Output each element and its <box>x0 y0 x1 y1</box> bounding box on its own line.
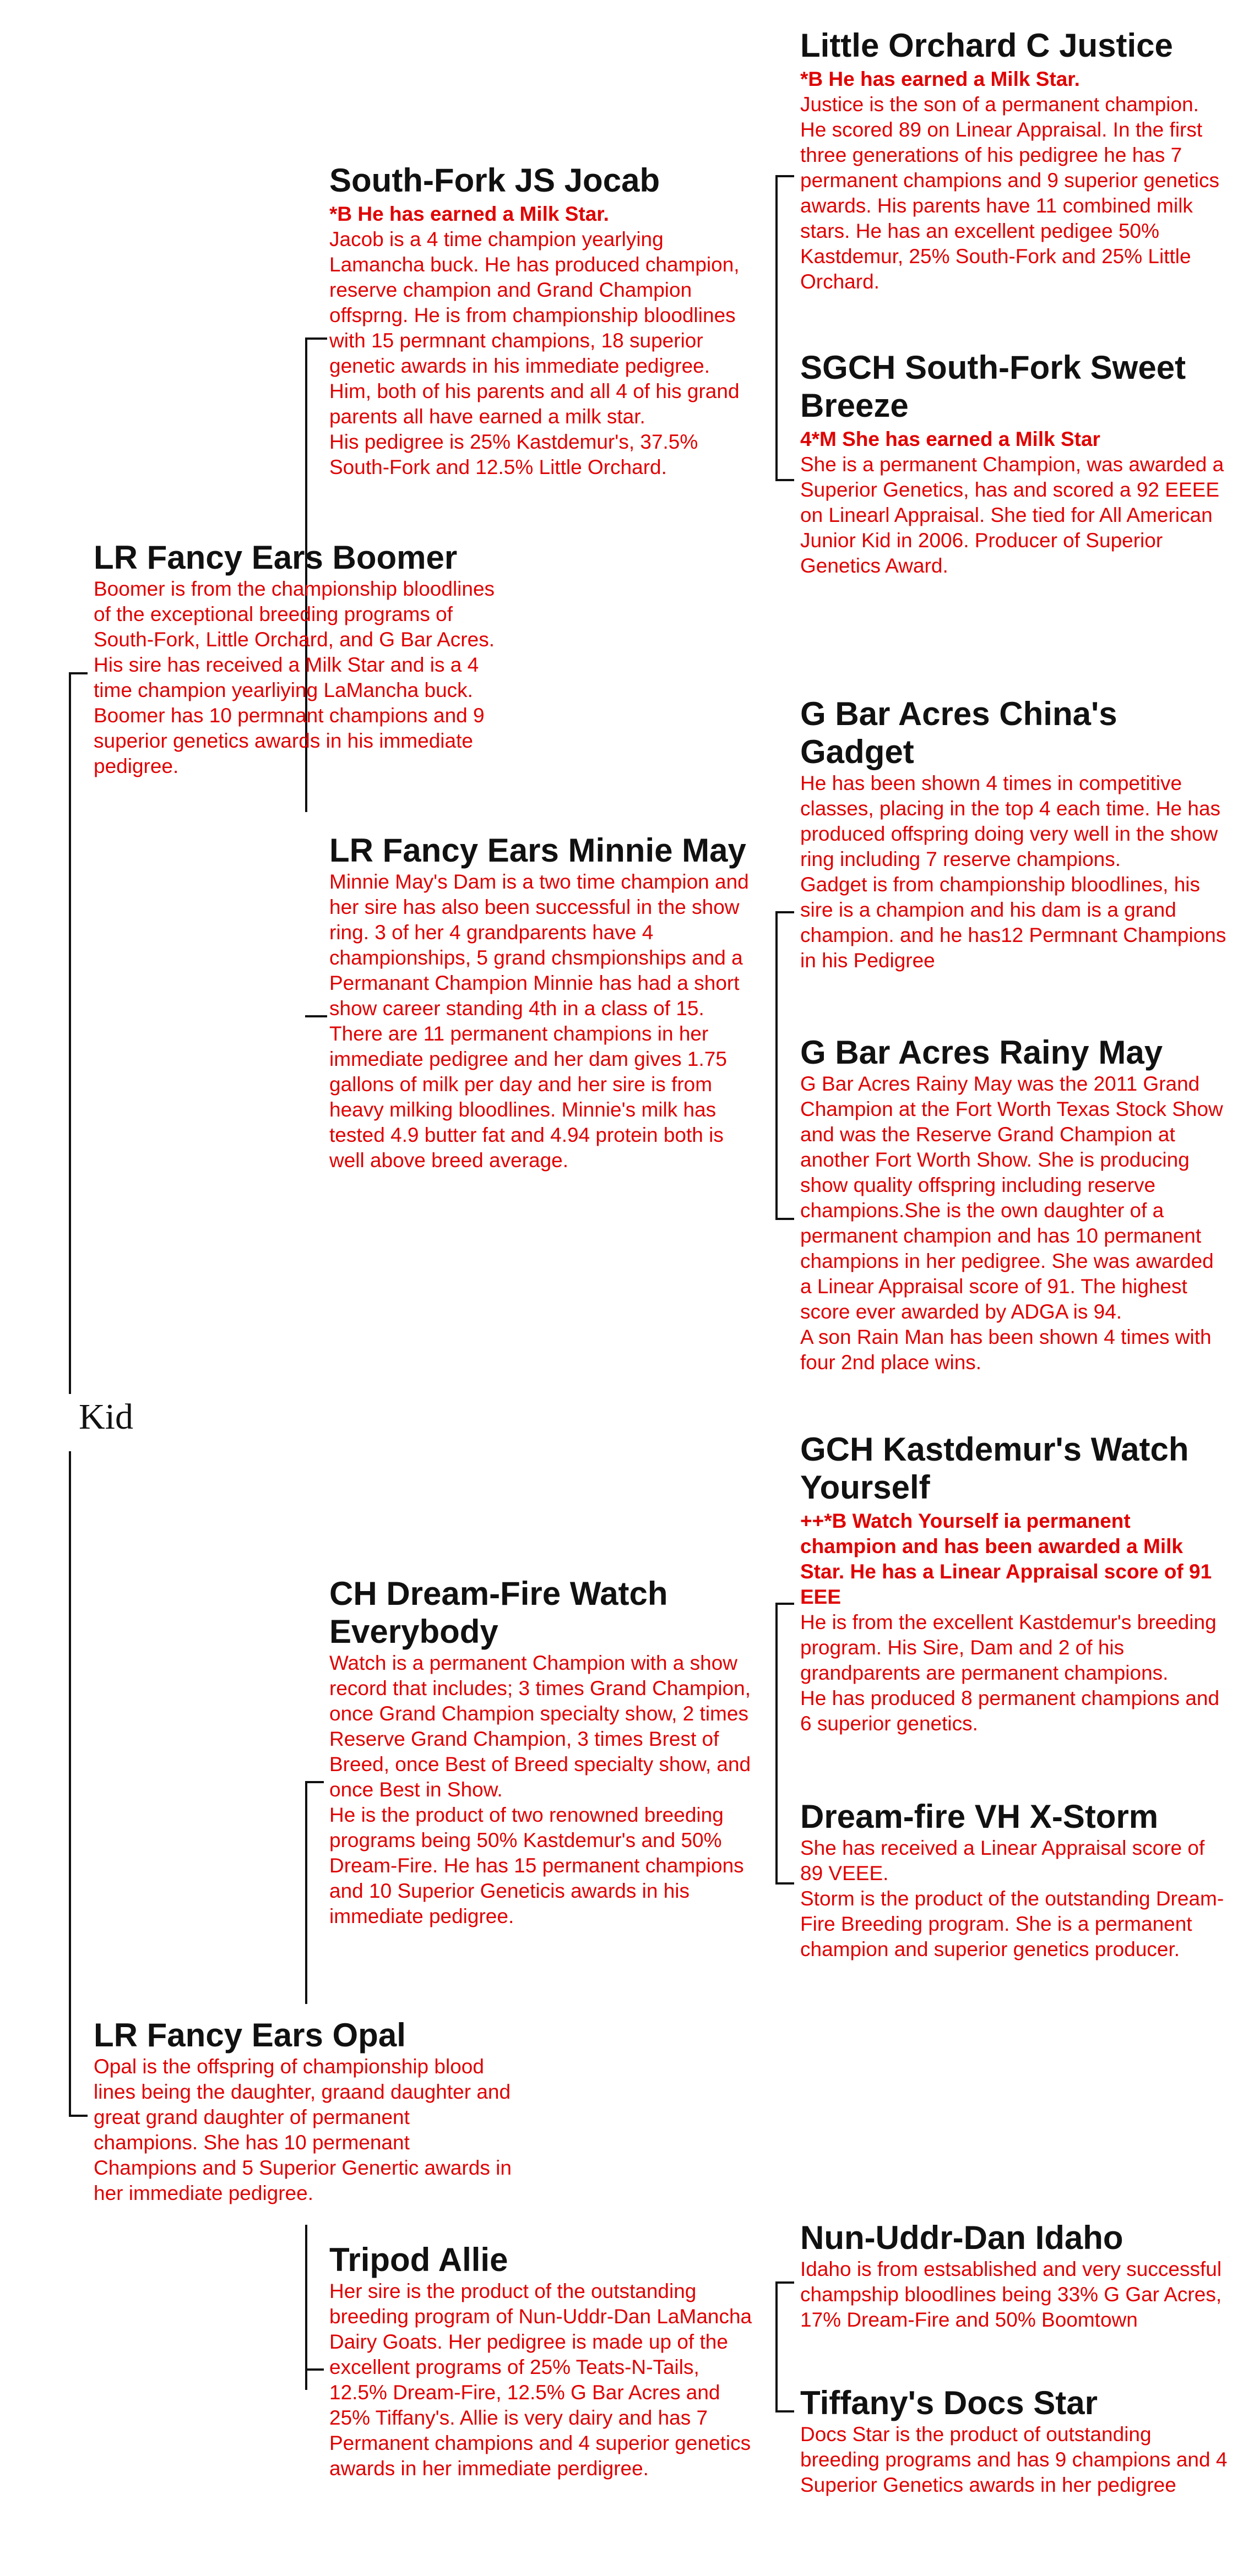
dd-sire-name: Nun-Uddr-Dan Idaho <box>800 2219 1123 2256</box>
ds-dam-description: Storm is the product of the outstanding Dream-Fire Breeding program. She is a permanent champion and superior genetics producer. <box>800 1887 1224 1960</box>
dam-sire-pedigree: He is the product of two renowned breeding programs being 50% Kastdemur's and 50% Dream-Fire. He has 15 permanent champions and 10 Superior Geneticis awards in his immediate pedigree. <box>329 1804 744 1927</box>
dd-dam-name: Tiffany's Docs Star <box>800 2384 1098 2421</box>
dam-dam-block <box>329 2241 759 2481</box>
dd-dam-block <box>800 2384 1230 2498</box>
ss-sire-block <box>800 26 1230 295</box>
ds-dam-name: Dream-fire VH X-Storm <box>800 1798 1159 1835</box>
dam-sire-description: Watch is a permanent Champion with a show record that includes; 3 times Grand Champion, once Grand Champion specialty show, 2 times Reserve Grand Champion, 3 times Brest of Breed, once Best of Breed specialty show, and once Best in Show. <box>329 1652 751 1801</box>
dam-name: LR Fancy Ears Opal <box>94 2017 406 2054</box>
dam-block <box>94 2016 518 2206</box>
ds-sire-block <box>800 1430 1230 1736</box>
ss-dam-lead: 4*M She has earned a Milk Star <box>800 428 1100 450</box>
sd-sire-description: He has been shown 4 times in competitive classes, placing in the top 4 each time. He has produced offspring doing very well in the show ring including 7 reserve champions. <box>800 772 1221 870</box>
sire-sire-description: Jacob is a 4 time champion yearlying Lamancha buck. He has produced champion, reserve champion and Grand Champion offsprng. He is from championship bloodlines with 15 permnant champions, 18 superior genetic awards in his immediate pedigree. Him, both of his parents and all 4 of his grand parents all have earned a milk star. <box>329 228 740 428</box>
sd-sire-name: G Bar Acres China's Gadget <box>800 695 1117 770</box>
ss-dam-description: She is a permanent Champion, was awarded a Superior Genetics, has and scored a 92 EEEE on Linearl Appraisal. She tied for All American Junior Kid in 2006. Producer of Superior Genetics Award. <box>800 453 1224 577</box>
dd-sire-block <box>800 2219 1230 2333</box>
sire-sire-pedigree: His pedigree is 25% Kastdemur's, 37.5% South-Fork and 12.5% Little Orchard. <box>329 431 698 478</box>
dd-dam-description: Docs Star is the product of outstanding breeding programs and has 9 champions and 4 Superior Genetics awards in her pedigree <box>800 2423 1228 2496</box>
sire-sire-name: South-Fork JS Jocab <box>329 162 660 199</box>
sd-dam-name: G Bar Acres Rainy May <box>800 1034 1163 1071</box>
sd-dam-son: A son Rain Man has been shown 4 times with four 2nd place wins. <box>800 1326 1212 1374</box>
ss-dam-block <box>800 348 1230 579</box>
ds-sire-lead: ++*B Watch Yourself ia permanent champion and has been awarded a Milk Star. He has a Linear Appraisal score of 91 EEE <box>800 1510 1212 1608</box>
sire-sire-lead: *B He has earned a Milk Star. <box>329 203 609 225</box>
dam-description: Opal is the offspring of championship blood lines being the daughter, graand daughter and great grand daughter of permanent champions. She has 10 permenant Champions and 5 Superior Genertic awards in her immediate pedigree. <box>94 2055 512 2204</box>
sd-sire-pedigree: Gadget is from championship bloodlines, his sire is a champion and his dam is a grand champion. and he has12 Permnant Champions in his Pedigree <box>800 873 1226 972</box>
sire-dam-name: LR Fancy Ears Minnie May <box>329 832 746 869</box>
kid-label: Kid <box>79 1397 133 1437</box>
ds-sire-name: GCH Kastdemur's Watch Yourself <box>800 1431 1189 1506</box>
sire-description: Boomer is from the championship bloodlines of the exceptional breeding programs of South-Fork, Little Orchard, and G Bar Acres. His sire has received a Milk Star and is a 4 time champion yearliying LaMancha buck. Boomer has 10 permnant champions and 9 superior genetics awards in his immediate pedigree. <box>94 578 495 777</box>
sd-sire-block <box>800 695 1230 973</box>
sd-dam-description: G Bar Acres Rainy May was the 2011 Grand Champion at the Fort Worth Texas Stock Show and was the Reserve Grand Champion at another Fort Worth Show. She is producing show quality offspring including reserve champions.She is the own daughter of a permanent champion and has 10 permanent champions in her pedigree. She was awarded a Linear Appraisal score of 91. The highest score ever awarded by ADGA is 94. <box>800 1072 1223 1323</box>
dam-dam-description: Her sire is the product of the outstanding breeding program of Nun-Uddr-Dan LaMancha Dairy Goats. Her pedigree is made up of the excellent programs of 25% Teats-N-Tails, 12.5% Dream-Fire, 12.5% G Bar Acres and 25% Tiffany's. Allie is very dairy and has 7 Permanent champions and 4 superior genetics awards in her immediate perdigree. <box>329 2280 752 2480</box>
ds-dam-appraisal: She has received a Linear Appraisal score of 89 VEEE. <box>800 1837 1205 1885</box>
ss-sire-lead: *B He has earned a Milk Star. <box>800 68 1080 90</box>
sire-block <box>94 538 501 779</box>
sire-dam-block <box>329 831 759 1173</box>
dam-dam-name: Tripod Allie <box>329 2241 508 2278</box>
ss-dam-name: SGCH South-Fork Sweet Breeze <box>800 349 1186 424</box>
sire-dam-description: Minnie May's Dam is a two time champion and her sire has also been successful in the show ring. 3 of her 4 grandparents have 4 championships, 5 grand chsmpionships and a Permanant Champion Minnie has had a short show career standing 4th in a class of 15. There are 11 permanent champions in her immediate pedigree and her dam gives 1.75 gallons of milk per day and her sire is from heavy milking bloodlines. Minnie's milk has tested 4.9 butter fat and 4.94 protein both is well above breed average. <box>329 870 749 1172</box>
sd-dam-block <box>800 1033 1230 1375</box>
sire-name: LR Fancy Ears Boomer <box>94 539 458 576</box>
dam-sire-name: CH Dream-Fire Watch Everybody <box>329 1575 668 1650</box>
ds-sire-description: He is from the excellent Kastdemur's breeding program. His Sire, Dam and 2 of his grandparents are permanent champions. <box>800 1611 1217 1684</box>
dam-sire-block <box>329 1575 753 1929</box>
ds-sire-offspring: He has produced 8 permanent champions and 6 superior genetics. <box>800 1687 1220 1735</box>
sire-sire-block <box>329 161 748 480</box>
dd-sire-description: Idaho is from estsablished and very successful champship bloodlines being 33% G Gar Acres, 17% Dream-Fire and 50% Boomtown <box>800 2258 1222 2331</box>
ds-dam-block <box>800 1798 1230 1962</box>
ss-sire-description: Justice is the son of a permanent champion. He scored 89 on Linear Appraisal. In the first three generations of his pedigree he has 7 permanent champions and 9 superior genetics awards. His parents have 11 combined milk stars. He has an excellent pedigee 50% Kastdemur, 25% South-Fork and 25% Little Orchard. <box>800 93 1220 293</box>
ss-sire-name: Little Orchard C Justice <box>800 27 1173 64</box>
